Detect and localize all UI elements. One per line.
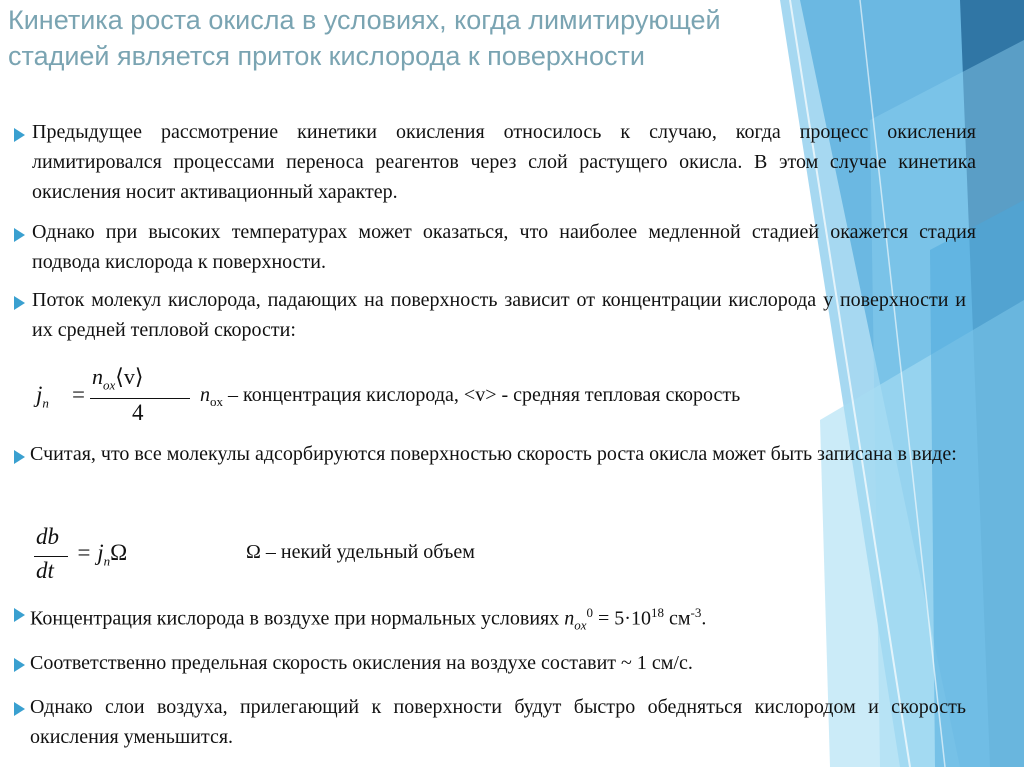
bullet-icon bbox=[14, 658, 25, 672]
bullet-icon bbox=[14, 128, 25, 142]
paragraph-3: Поток молекул кислорода, падающих на поверхность зависит от концентрации кислорода у поверхности и их средней тепловой скорости: bbox=[32, 289, 966, 341]
paragraph-5: Концентрация кислорода в воздухе при нормальных условиях $n_{ox}^0 = 5\cdot 10^{18}$ $см^{-3}$. bbox=[30, 605, 707, 633]
formula-numerator: db bbox=[36, 524, 59, 549]
formula-equals: = bbox=[72, 382, 85, 407]
paragraph-2: Однако при высоких температурах может оказаться, что наиболее медленной стадией окажется стадия подвода кислорода к поверхности. bbox=[32, 221, 976, 273]
growth-rate-formula-note: Ω – некий удельный объем bbox=[246, 541, 475, 563]
formula-numerator: $n_{ox}⟨v⟩$ bbox=[92, 364, 144, 393]
fraction-line bbox=[34, 556, 68, 557]
flux-formula-note: $n_{ox}$ – концентрация кислорода, <v> - средняя тепловая скорость bbox=[200, 384, 741, 409]
bullet-icon bbox=[14, 702, 25, 716]
paragraph-6: Соответственно предельная скорость окисления на воздухе составит ~ 1 см/с. bbox=[30, 652, 693, 674]
page-title: Кинетика роста окисла в условиях, когда лимитирующей стадией является приток кислорода к поверхности bbox=[8, 5, 721, 71]
formula-rhs: = $j_n\Omega$ bbox=[76, 540, 128, 569]
paragraph-4: Считая, что все молекулы адсорбируются поверхностью скорость роста окисла может быть записана в виде: bbox=[30, 443, 957, 465]
paragraph-7: Однако слои воздуха, прилегающий к поверхности будут быстро обедняться кислородом и скорость окисления уменьшится. bbox=[30, 696, 966, 748]
formula-denominator: dt bbox=[36, 558, 54, 583]
growth-rate-formula bbox=[34, 524, 194, 594]
bullet-icon bbox=[14, 296, 25, 310]
formula-denominator: 4 bbox=[132, 400, 144, 425]
bullet-icon bbox=[14, 228, 25, 242]
paragraph-1: Предыдущее рассмотрение кинетики окисления относилось к случаю, когда процесс окисления лимитировался процессами переноса реагентов через слой растущего окисла. В этом случае кинетика окисления носит активационный характер. bbox=[32, 121, 976, 203]
bullet-icon bbox=[14, 608, 25, 622]
flux-formula bbox=[36, 364, 196, 434]
formula-lhs: $j_n$ bbox=[36, 382, 49, 411]
fraction-line bbox=[90, 398, 190, 399]
bullet-icon bbox=[14, 450, 25, 464]
